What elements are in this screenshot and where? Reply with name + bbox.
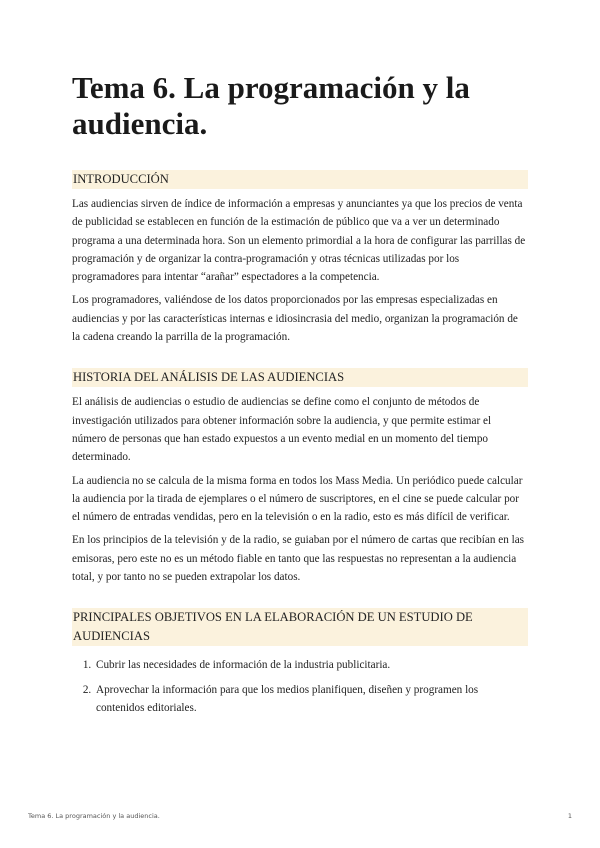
section-heading-historia: HISTORIA DEL ANÁLISIS DE LAS AUDIENCIAS <box>72 368 528 387</box>
historia-paragraph-2: La audiencia no se calcula de la misma forma en todos los Mass Media. Un periódico puede calcular la audiencia por la tirada de ejemplares o el número de suscriptores, en el cine se puede calcular por el número de entradas vendidas, pero en la televisión o en la radio, esto es más difícil de verificar. <box>72 474 523 524</box>
document-page <box>72 70 528 723</box>
historia-paragraph-1: El análisis de audiencias o estudio de audiencias se define como el conjunto de métodos de investigación utilizados para obtener información sobre la audiencia, y que permite estimar el número de personas que han estado expuestos a un evento medial en un momento del tiempo determinado. <box>72 396 492 464</box>
document-title: Tema 6. La programación y la audiencia. <box>72 70 470 141</box>
section-heading-objetivos: PRINCIPALES OBJETIVOS EN LA ELABORACIÓN DE UN ESTUDIO DE AUDIENCIAS <box>72 608 528 646</box>
footer-page-number: 1 <box>567 812 572 820</box>
list-item: 2. Aprovechar la información para que los medios planifiquen, diseñen y programen los contenidos editoriales. <box>94 681 528 718</box>
intro-paragraph-2: Los programadores, valiéndose de los datos proporcionados por las empresas especializadas en audiencias y por las características internas e idiosincrasia del medio, organizan la programación de la cadena creando la parrilla de la programación. <box>72 294 518 344</box>
section-heading-introduccion: INTRODUCCIÓN <box>72 170 528 189</box>
historia-paragraph-3: En los principios de la televisión y de la radio, se guiaban por el número de cartas que recibían en las emisoras, pero este no es un método fiable en tanto que las respuestas no representan a la audiencia total, y por tanto no se pueden extrapolar los datos. <box>72 534 525 584</box>
objetivos-list <box>72 656 528 717</box>
footer-document-title: Tema 6. La programación y la audiencia. <box>28 812 160 820</box>
intro-paragraph-1: Las audiencias sirven de índice de información a empresas y anunciantes ya que los precios de venta de publicidad se establecen en función de la estimación de público que va a ver un determinado programa a una determinada hora. Son un elemento primordial a la hora de configurar las parrillas de programación y de organizar la contra-programación y otras técnicas utilizadas por los programadores para intentar “arañar” espectadores a la competencia. <box>72 198 526 284</box>
list-item: 1. Cubrir las necesidades de información de la industria publicitaria. <box>94 656 528 674</box>
